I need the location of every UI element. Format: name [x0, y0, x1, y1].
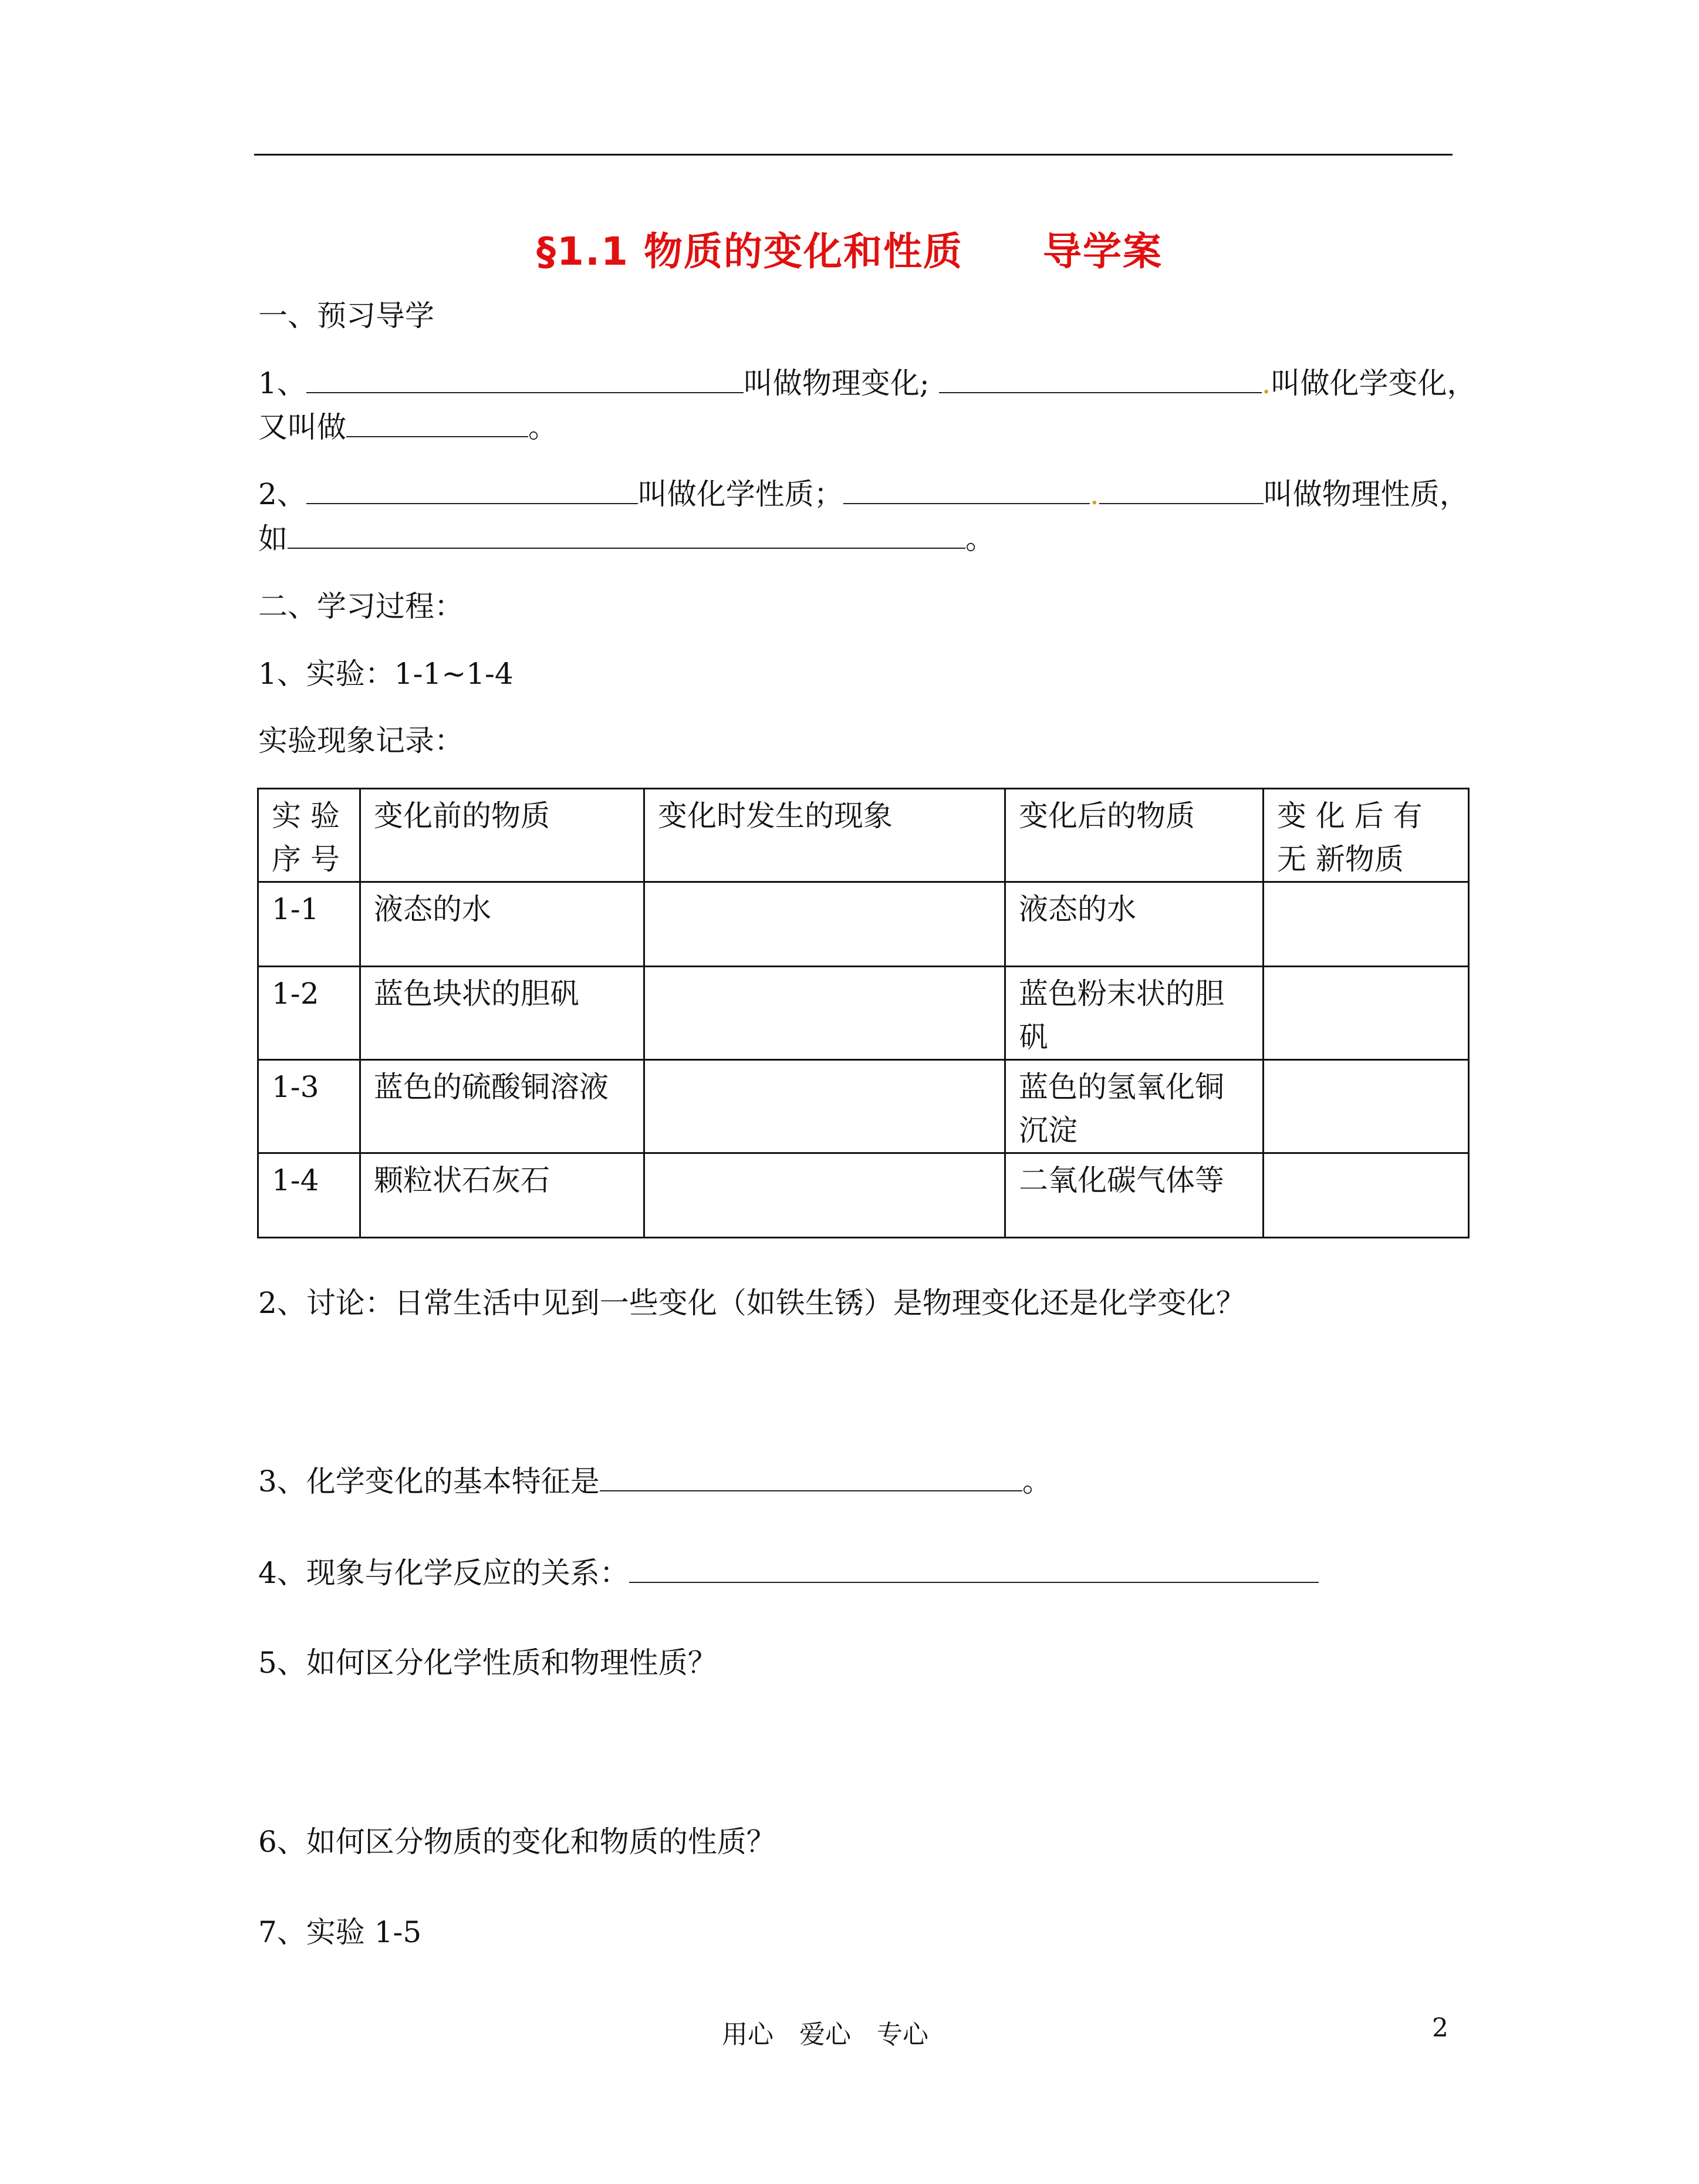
table-row: [258, 882, 1469, 967]
answer-blank[interactable]: [306, 477, 638, 504]
question-text: 。: [965, 522, 995, 556]
question-number: 2、: [258, 477, 306, 511]
question-text: 如: [258, 522, 288, 556]
table-cell: 颗粒状石灰石: [360, 1153, 644, 1238]
table-cell: 1-1: [258, 882, 360, 967]
question-text: 叫做物理性质，: [1263, 477, 1469, 511]
question-text: 。: [1022, 1464, 1052, 1498]
table-header-cell: 变化前的物质: [360, 789, 644, 882]
question-text: 4、现象与化学反应的关系：: [258, 1556, 629, 1590]
table-cell: 1-4: [258, 1153, 360, 1238]
question-number: 1、: [258, 366, 306, 400]
marker-dot: .: [1089, 477, 1099, 511]
answer-blank[interactable]: [629, 1556, 1319, 1583]
table-cell[interactable]: [644, 1153, 1005, 1238]
table-cell: 液态的水: [1005, 882, 1264, 967]
marker-dot: .: [1261, 366, 1271, 400]
table-header-cell: 变 化 后 有 无 新物质: [1264, 789, 1469, 882]
preview-question-1: [258, 366, 1476, 401]
answer-blank[interactable]: [1099, 477, 1264, 504]
section-heading-process: 二、学习过程：: [258, 589, 464, 623]
question-text: 叫做化学性质；: [637, 477, 843, 511]
question-4: [258, 1555, 1319, 1591]
question-3: [258, 1464, 1052, 1499]
question-text: 又叫做: [258, 410, 346, 444]
question-5: 5、如何区分化学性质和物理性质？: [258, 1646, 717, 1680]
page-number: 2: [1432, 2013, 1448, 2043]
answer-blank[interactable]: [346, 410, 528, 437]
question-text: 。: [528, 410, 558, 444]
preview-question-2-cont: [258, 521, 995, 556]
question-7: 7、实验 1-5: [258, 1915, 422, 1949]
experiment-record-table: [257, 788, 1470, 1238]
table-cell: 蓝色的硫酸铜溶液: [360, 1060, 644, 1153]
table-header-row: [258, 789, 1469, 882]
table-cell[interactable]: [644, 1060, 1005, 1153]
table-cell: 二氧化碳气体等: [1005, 1153, 1264, 1238]
discussion-question-2: 2、讨论：日常生活中见到一些变化（如铁生锈）是物理变化还是化学变化？: [258, 1286, 1245, 1320]
table-cell[interactable]: [1264, 882, 1469, 967]
answer-blank[interactable]: [600, 1464, 1022, 1491]
table-cell[interactable]: [1264, 967, 1469, 1060]
table-header-cell: 实 验 序 号: [258, 789, 360, 882]
section-heading-preview: 一、预习导学: [258, 299, 434, 333]
preview-question-2: [258, 477, 1469, 512]
table-cell: 液态的水: [360, 882, 644, 967]
preview-question-1-cont: [258, 410, 558, 445]
answer-blank[interactable]: [939, 366, 1262, 393]
question-text: 叫做化学变化，: [1271, 366, 1477, 400]
table-cell[interactable]: [1264, 1153, 1469, 1238]
answer-blank[interactable]: [288, 522, 965, 549]
table-header-cell: 变化后的物质: [1005, 789, 1264, 882]
table-cell: 1-3: [258, 1060, 360, 1153]
question-6: 6、如何区分物质的变化和物质的性质？: [258, 1825, 776, 1859]
table-cell: 蓝色粉末状的胆矾: [1005, 967, 1264, 1060]
question-text: 3、化学变化的基本特征是: [258, 1464, 600, 1498]
answer-blank[interactable]: [843, 477, 1090, 504]
footer-motto: 用心 爱心 专心: [722, 2020, 928, 2050]
table-row: [258, 1153, 1469, 1238]
table-cell[interactable]: [1264, 1060, 1469, 1153]
table-cell[interactable]: [644, 967, 1005, 1060]
answer-blank[interactable]: [306, 366, 744, 393]
table-header-cell: 变化时发生的现象: [644, 789, 1005, 882]
table-cell: 蓝色块状的胆矾: [360, 967, 644, 1060]
table-cell: 1-2: [258, 967, 360, 1060]
page-title: §1.1 物质的变化和性质 导学案: [536, 229, 1163, 274]
table-row: [258, 967, 1469, 1060]
table-cell: 蓝色的氢氧化铜沉淀: [1005, 1060, 1264, 1153]
header-rule: [254, 154, 1453, 156]
experiment-1-label: 1、实验：1-1~1-4: [258, 657, 514, 691]
question-text: 叫做物理变化;: [743, 366, 930, 400]
record-label: 实验现象记录：: [258, 724, 464, 758]
table-cell[interactable]: [644, 882, 1005, 967]
table-row: [258, 1060, 1469, 1153]
